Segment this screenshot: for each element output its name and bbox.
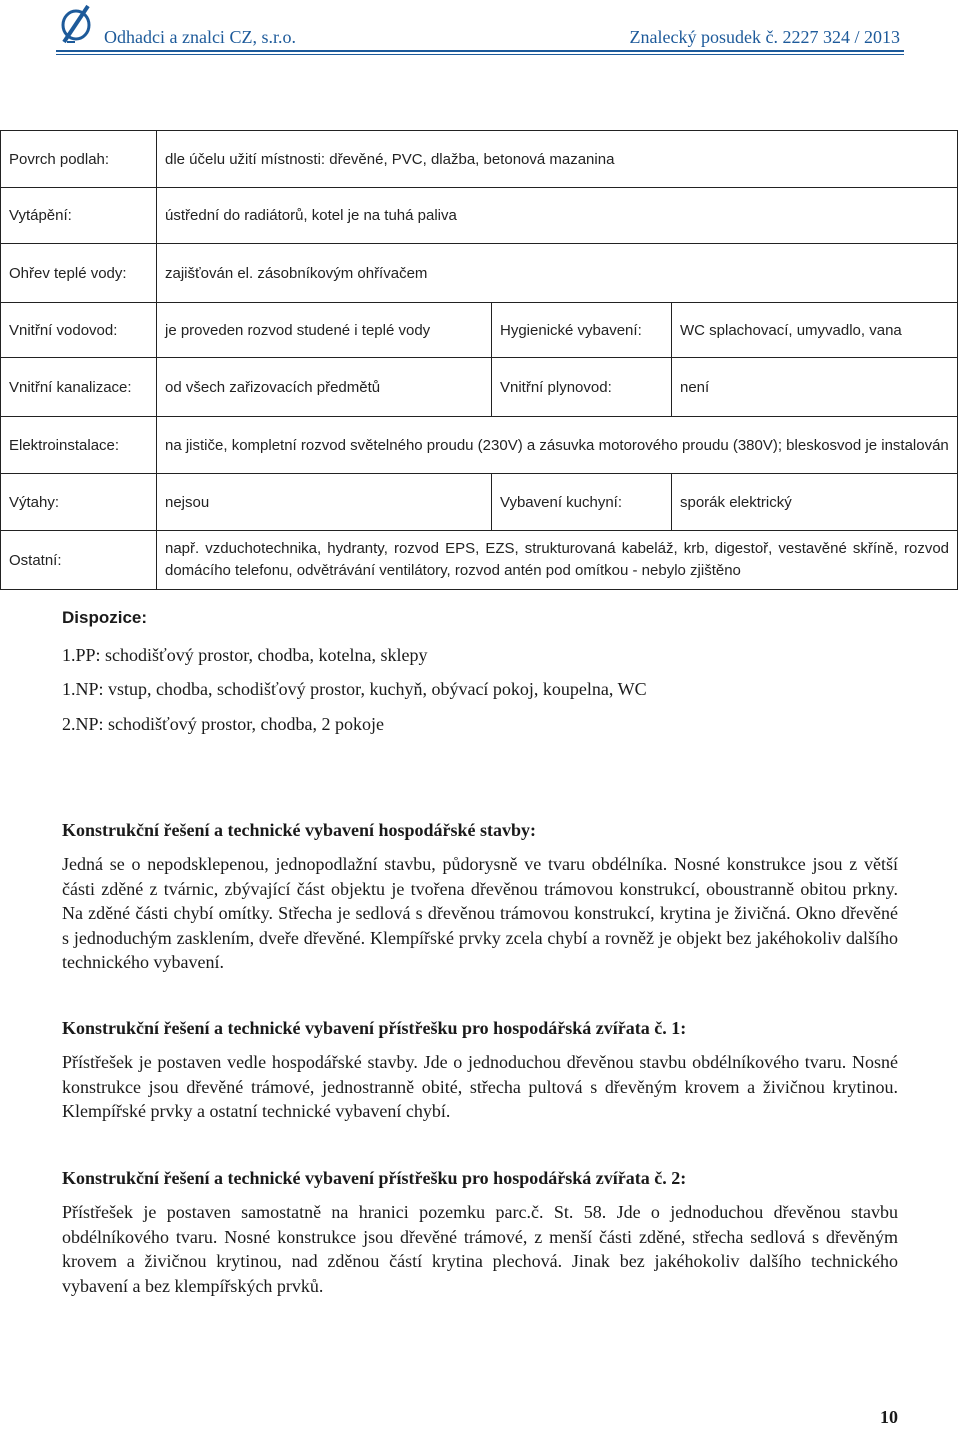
company-logo-icon [58,4,94,44]
label-ohrev: Ohřev teplé vody: [1,244,157,303]
header-rule [56,50,904,52]
table-row [1,131,958,188]
label-vytapeni: Vytápění: [1,188,157,244]
value-kanalizace: od všech zařizovacích předmětů [157,358,492,417]
section-text-hospodarska-stavba: Jedná se o nepodsklepenou, jednopodlažní stavbu, půdorysně ve tvaru obdélníka. Nosné konstrukce jsou z větší části zděné z tvárnic, zbývající část objektu je tvořena dřevěnou trámovou konstrukcí, oboustranně obitou prkny. Na zděné části chybí omítky. Střecha je sedlová s dřevěnou trámovou konstrukcí, krytina je živičná. Okno dřevěné s jednoduchým zasklením, dveře dřevěné. Klempířské prvky zcela chybí a rovněž je objekt bez jakéhokoliv dalšího technického vybavení. [62,854,898,972]
value-plynovod: není [672,358,958,417]
label-elektro: Elektroinstalace: [1,417,157,474]
dispozice-line-2np: 2.NP: schodišťový prostor, chodba, 2 pokoje [62,714,384,734]
section-heading-pristresek-2: Konstrukční řešení a technické vybavení přístřešku pro hospodářská zvířata č. 2: [62,1168,687,1188]
label-povrch-podlah: Povrch podlah: [1,131,157,188]
section-text-pristresek-2: Přístřešek je postaven samostatně na hranici pozemku parc.č. St. 58. Jde o jednoduchou dřevěnou stavbu obdélníkového tvaru. Nosné konstrukce jsou dřevěné trámové, z menší části zděné, střecha sedlová s dřevěným krovem a živičnou krytinou, nad zděnou částí krytina plechová. Jinak bez jakéhokoliv dalšího technického vybavení a bez klempířských prvků. [62,1202,898,1296]
section-text-pristresek-1: Přístřešek je postaven vedle hospodářské stavby. Jde o jednoduchou dřevěnou stavbu obdélníkového tvaru. Nosné konstrukce jsou dřevěné trámové, jednostranně obité, střecha pultová s dřevěným krovem a živičnou krytinou. Klempířské prvky a ostatní technické vybavení chybí. [62,1052,898,1121]
section-heading-pristresek-1: Konstrukční řešení a technické vybavení přístřešku pro hospodářská zvířata č. 1: [62,1018,687,1038]
table-row [1,474,958,531]
page-header [56,0,904,50]
page-number: 10 [880,1407,898,1427]
section-heading-hospodarska-stavba: Konstrukční řešení a technické vybavení hospodářské stavby: [62,820,537,840]
table-row [1,188,958,244]
value-ostatni: např. vzduchotechnika, hydranty, rozvod EPS, EZS, strukturovaná kabeláž, krb, digestoř, vestavěné skříně, rozvod domácího telefonu, odvětrávání ventilátory, rozvod antén pod omítkou - nebylo zjištěno [157,531,958,590]
table-row [1,417,958,474]
value-ohrev: zajišťován el. zásobníkovým ohřívačem [157,244,958,303]
properties-table [0,130,958,590]
table-row [1,303,958,358]
table-row [1,358,958,417]
label-vodovod: Vnitřní vodovod: [1,303,157,358]
value-vytahy: nejsou [157,474,492,531]
label-vytahy: Výtahy: [1,474,157,531]
value-kuchyne: sporák elektrický [672,474,958,531]
dispozice-line-1np: 1.NP: vstup, chodba, schodišťový prostor, kuchyň, obývací pokoj, koupelna, WC [62,679,647,699]
value-hygiena: WC splachovací, umyvadlo, vana [672,303,958,358]
table-row [1,531,958,590]
dispozice-line-1pp: 1.PP: schodišťový prostor, chodba, kotelna, sklepy [62,645,428,665]
dispozice-title: Dispozice: [62,608,148,627]
table-row [1,244,958,303]
label-ostatni: Ostatní: [1,531,157,590]
value-vodovod: je proveden rozvod studené i teplé vody [157,303,492,358]
label-plynovod: Vnitřní plynovod: [492,358,672,417]
value-vytapeni: ústřední do radiátorů, kotel je na tuhá paliva [157,188,958,244]
value-povrch-podlah: dle účelu užití místnosti: dřevěné, PVC, dlažba, betonová mazanina [157,131,958,188]
header-rule-thin [56,54,904,55]
label-hygiena: Hygienické vybavení: [492,303,672,358]
label-kanalizace: Vnitřní kanalizace: [1,358,157,417]
company-name: Odhadci a znalci CZ, s.r.o. [104,27,296,47]
value-elektro: na jističe, kompletní rozvod světelného proudu (230V) a zásuvka motorového proudu (380V); bleskosvod je instalován [157,417,958,474]
report-number: Znalecký posudek č. 2227 324 / 2013 [629,27,900,47]
label-kuchyne: Vybavení kuchyní: [492,474,672,531]
